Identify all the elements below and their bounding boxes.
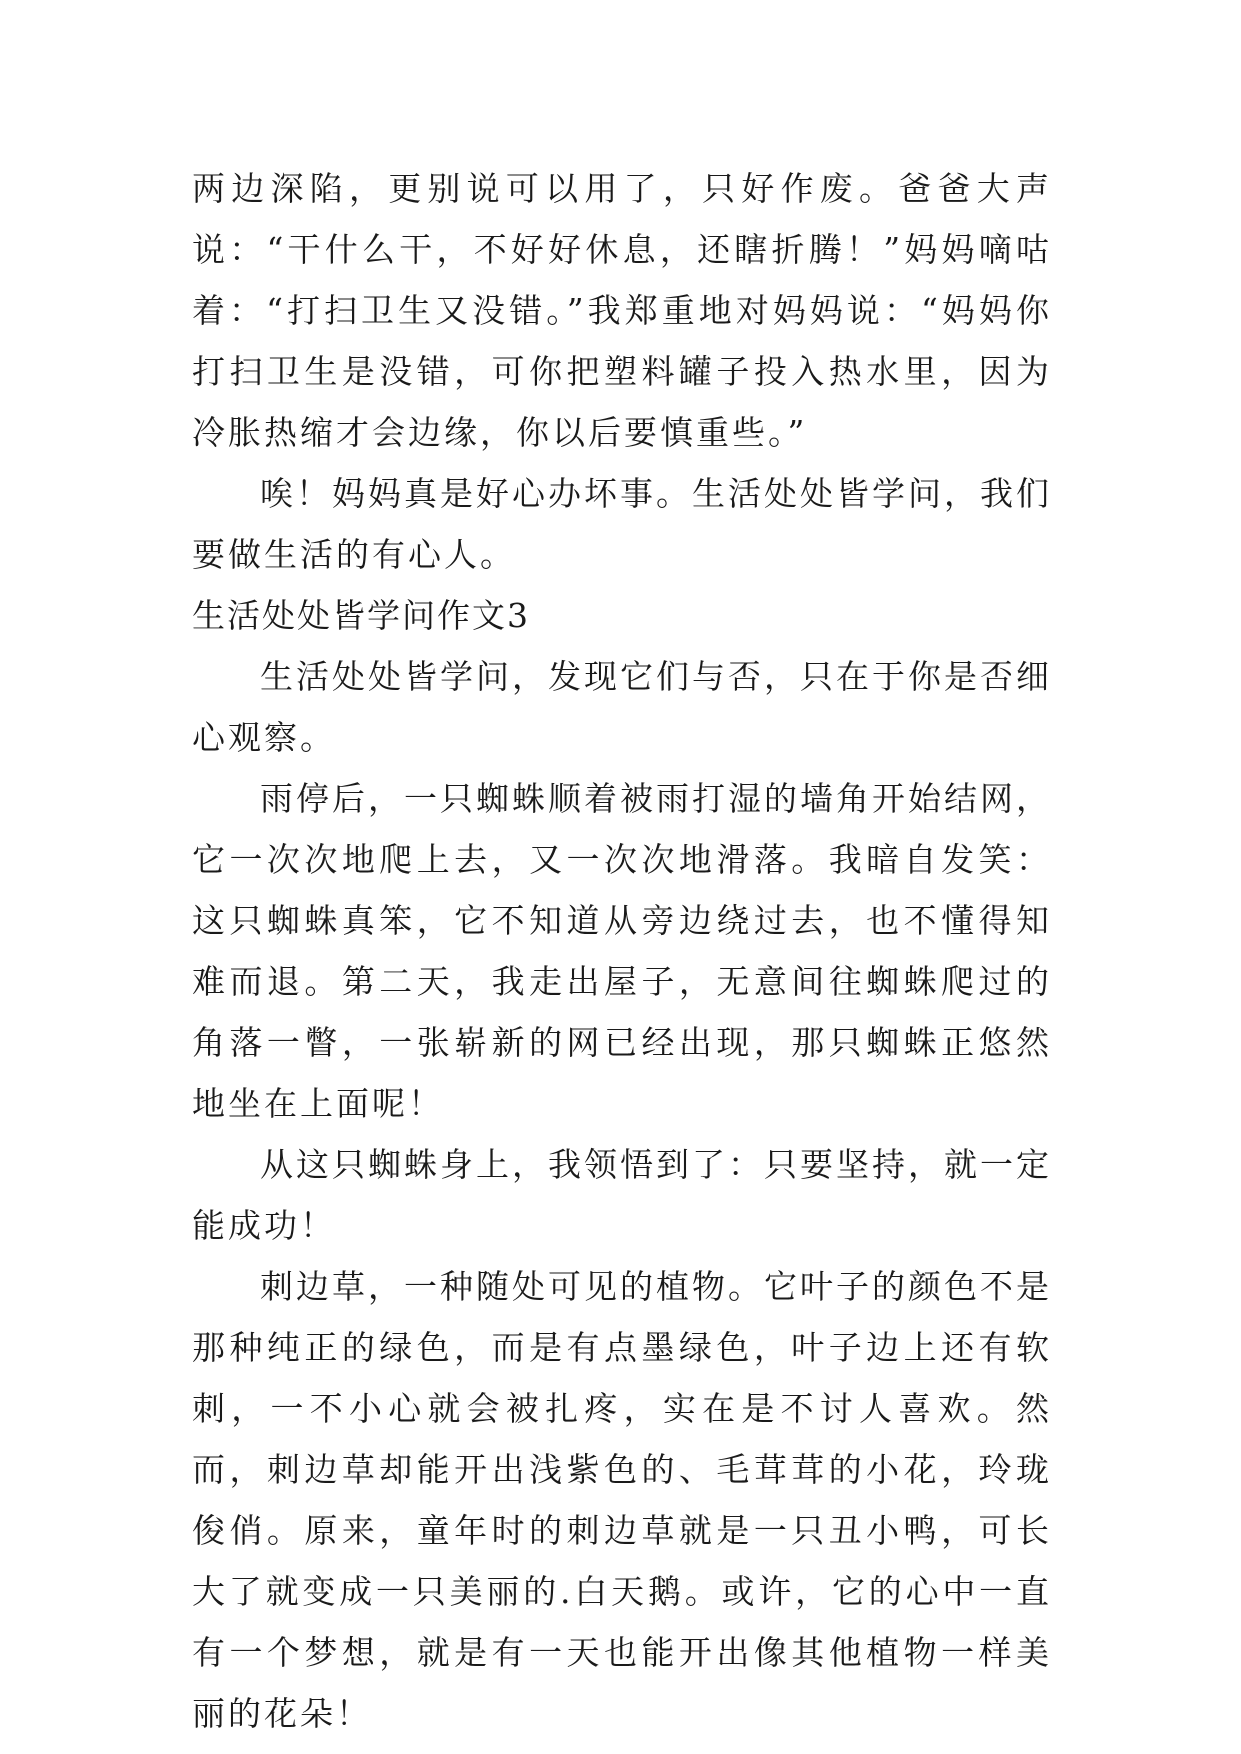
paragraph-continuation: 两边深陷，更别说可以用了，只好作废。爸爸大声说：“干什么干，不好好休息，还瞎折腾！”妈妈嘀咕着：“打扫卫生又没错。”我郑重地对妈妈说：“妈妈你打扫卫生是没错，可你把塑料罐子投入热水里，因为冷胀热缩才会边缘，你以后要慎重些。”	[192, 169, 1052, 452]
paragraph-conclusion: 唉！妈妈真是好心办坏事。生活处处皆学问，我们要做生活的有心人。	[192, 474, 1052, 574]
document-page	[192, 158, 1052, 1744]
paragraph-lesson: 从这只蜘蛛身上，我领悟到了：只要坚持，就一定能成功！	[192, 1145, 1052, 1245]
paragraph-thorn-grass: 刺边草，一种随处可见的植物。它叶子的颜色不是那种纯正的绿色，而是有点墨绿色，叶子边上还有软刺，一不小心就会被扎疼，实在是不讨人喜欢。然而，刺边草却能开出浅紫色的、毛茸茸的小花，玲珑俊俏。原来，童年时的刺边草就是一只丑小鸭，可长大了就变成一只美丽的.白天鹅。或许，它的心中一直有一个梦想，就是有一天也能开出像其他植物一样美丽的花朵！	[192, 1267, 1052, 1733]
paragraph-spider: 雨停后，一只蜘蛛顺着被雨打湿的墙角开始结网，它一次次地爬上去，又一次次地滑落。我暗自发笑：这只蜘蛛真笨，它不知道从旁边绕过去，也不懂得知难而退。第二天，我走出屋子，无意间往蜘蛛爬过的角落一瞥，一张崭新的网已经出现，那只蜘蛛正悠然地坐在上面呢！	[192, 779, 1052, 1123]
paragraph-intro: 生活处处皆学问，发现它们与否，只在于你是否细心观察。	[192, 657, 1052, 757]
section-heading: 生活处处皆学问作文3	[192, 596, 530, 635]
